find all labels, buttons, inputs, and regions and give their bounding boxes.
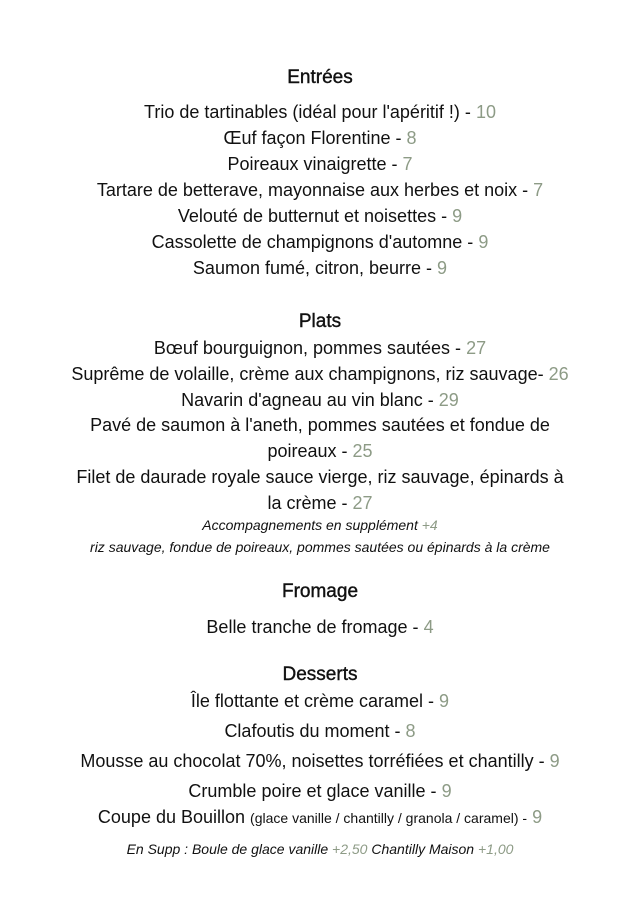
item-price: 27 — [352, 493, 373, 513]
section-title-fromage: Fromage — [281, 581, 359, 602]
menu-item: Velouté de butternut et noisettes - 9 — [177, 206, 463, 226]
sides-price: +4 — [421, 517, 438, 533]
item-price: 9 — [452, 206, 463, 226]
menu-item-cont: poireaux - 25 — [267, 441, 373, 461]
item-price: 29 — [438, 390, 459, 410]
menu-item: Belle tranche de fromage - 4 — [206, 617, 434, 637]
menu-item: Suprême de volaille, crème aux champignons, riz sauvage- 26 — [71, 364, 569, 384]
menu-item: Tartare de betterave, mayonnaise aux herbes et noix - 7 — [96, 180, 544, 200]
supp-price: +2,50 — [332, 841, 368, 857]
menu-item: Œuf façon Florentine - 8 — [223, 128, 417, 148]
item-price: 26 — [548, 364, 569, 384]
menu-item: Cassolette de champignons d'automne - 9 — [151, 232, 489, 252]
item-price: 7 — [402, 154, 413, 174]
item-price: 27 — [466, 338, 487, 358]
item-price: 10 — [475, 102, 496, 122]
sides-detail: riz sauvage, fondue de poireaux, pommes sautées ou épinards à la crème — [90, 539, 550, 555]
menu-item: Pavé de saumon à l'aneth, pommes sautées et fondue de — [90, 415, 550, 435]
menu-item: Saumon fumé, citron, beurre - 9 — [192, 258, 448, 278]
item-price: 25 — [352, 441, 373, 461]
menu-item: Poireaux vinaigrette - 7 — [227, 154, 413, 174]
item-price: 8 — [405, 721, 416, 741]
section-title-desserts: Desserts — [282, 664, 358, 685]
menu-item: Crumble poire et glace vanille - 9 — [188, 781, 452, 801]
item-price: 8 — [406, 128, 417, 148]
menu-item: Navarin d'agneau au vin blanc - 29 — [181, 390, 459, 410]
item-price: 9 — [478, 232, 489, 252]
menu-item: Filet de daurade royale sauce vierge, riz sauvage, épinards à — [76, 467, 564, 487]
menu-item: Île flottante et crème caramel - 9 — [190, 691, 450, 711]
menu-item: Clafoutis du moment - 8 — [224, 721, 416, 741]
item-price: 9 — [532, 807, 543, 827]
supplements-note: En Supp : Boule de glace vanille +2,50 Chantilly Maison +1,00 — [126, 841, 514, 857]
item-price: 9 — [549, 751, 560, 771]
sides-note: Accompagnements en supplément +4 — [202, 517, 438, 533]
section-title-plats: Plats — [298, 311, 342, 332]
item-price: 7 — [533, 180, 544, 200]
menu-item: Trio de tartinables (idéal pour l'apéritif !) - 10 — [144, 102, 496, 122]
item-price: 4 — [423, 617, 434, 637]
item-price: 9 — [437, 258, 448, 278]
supp-price: +1,00 — [477, 841, 514, 857]
item-price: 9 — [441, 781, 452, 801]
menu-item: Mousse au chocolat 70%, noisettes torréfiées et chantilly - 9 — [80, 751, 560, 771]
menu-item: Coupe du Bouillon (glace vanille / chantilly / granola / caramel) - 9 — [97, 807, 543, 827]
section-title-entrees: Entrées — [287, 67, 353, 88]
menu-item-cont: la crème - 27 — [267, 493, 373, 513]
item-price: 9 — [439, 691, 450, 711]
item-detail: (glace vanille / chantilly / granola / caramel) - — [250, 810, 528, 826]
menu-item: Bœuf bourguignon, pommes sautées - 27 — [153, 338, 487, 358]
